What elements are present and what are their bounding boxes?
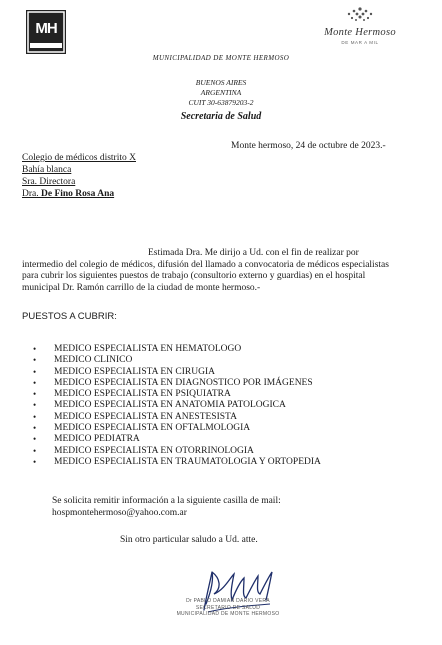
stamp-line-2: SECRETARIO DE SALUD: [195, 604, 261, 611]
municipality-heading: MUNICIPALIDAD DE MONTE HERMOSO: [152, 54, 290, 62]
mail-instruction: Se solicita remitir información a la siguiente casilla de mail:: [52, 496, 281, 506]
department-heading: Secretaria de Salud: [180, 111, 262, 122]
date-line: Monte hermoso, 24 de octubre de 2023.-: [231, 141, 386, 151]
address-line: BUENOS AIRES: [195, 78, 247, 87]
municipality-logo: [26, 10, 66, 54]
recipient-line-2: Bahía blanca: [22, 165, 72, 175]
closing-line: Sin otro particular saludo a Ud. atte.: [120, 535, 258, 545]
brand-logo: [298, 6, 422, 52]
list-item: • MEDICO ESPECIALISTA EN ANESTESISTA: [22, 412, 321, 423]
address-line: CUIT 30-63879203-2: [188, 98, 254, 107]
mail-block: [52, 495, 281, 519]
list-item: • MEDICO PEDIATRA: [22, 434, 321, 445]
recipient-line-1: Colegio de médicos distrito X: [22, 153, 136, 163]
mail-address: hospmontehermoso@yahoo.com.ar: [52, 508, 187, 518]
logo-text: MH: [35, 20, 57, 37]
recipient-line-3: Sra. Directora: [22, 177, 76, 187]
list-item: • MEDICO ESPECIALISTA EN TRAUMATOLOGIA Y ORTOPEDIA: [22, 457, 321, 468]
list-item: • MEDICO ESPECIALISTA EN OFTALMOLOGIA: [22, 423, 321, 434]
signature-stamp: [168, 598, 288, 618]
positions-title: PUESTOS A CUBRIR:: [22, 311, 117, 322]
brand-tagline: DE MAR A MIL: [341, 40, 379, 45]
list-item: • MEDICO ESPECIALISTA EN ANATOMIA PATOLOGICA: [22, 400, 321, 411]
stamp-line-3: MUNICIPALIDAD DE MONTE HERMOSO: [176, 611, 280, 617]
brand-name: Monte Hermoso: [324, 27, 396, 38]
list-item: • MEDICO ESPECIALISTA EN OTORRINOLOGIA: [22, 446, 321, 457]
recipient-name: De Fino Rosa Ana: [41, 189, 115, 199]
letter-body: Estimada Dra. Me dirijo a Ud. con el fin de realizar por intermedio del colegio de médicos, difusión del llamado a convocatoria de médicos especialistas para cubrir los siguientes puestos de trabajo (consultorio externo y guardias) en el hospital municipal Dr. Ramón carrillo de la ciudad de monte hermoso.-: [22, 248, 389, 293]
recipient-title: Dra.: [22, 189, 41, 199]
list-item: • MEDICO CLINICO: [22, 355, 321, 366]
address-block: [0, 78, 442, 108]
list-item: • MEDICO ESPECIALISTA EN HEMATOLOGO: [22, 344, 321, 355]
list-item: • MEDICO ESPECIALISTA EN PSIQUIATRA: [22, 389, 321, 400]
stamp-line-1: Dr PABLO DAMIAN DARIO VERA: [186, 598, 270, 604]
dots-icon: [340, 6, 380, 24]
list-item: • MEDICO ESPECIALISTA EN CIRUGIA: [22, 367, 321, 378]
positions-list: [22, 344, 321, 468]
address-line: ARGENTINA: [200, 88, 242, 97]
recipient-line-4: [22, 188, 114, 200]
list-item: • MEDICO ESPECIALISTA EN DIAGNOSTICO POR IMÁGENES: [22, 378, 321, 389]
